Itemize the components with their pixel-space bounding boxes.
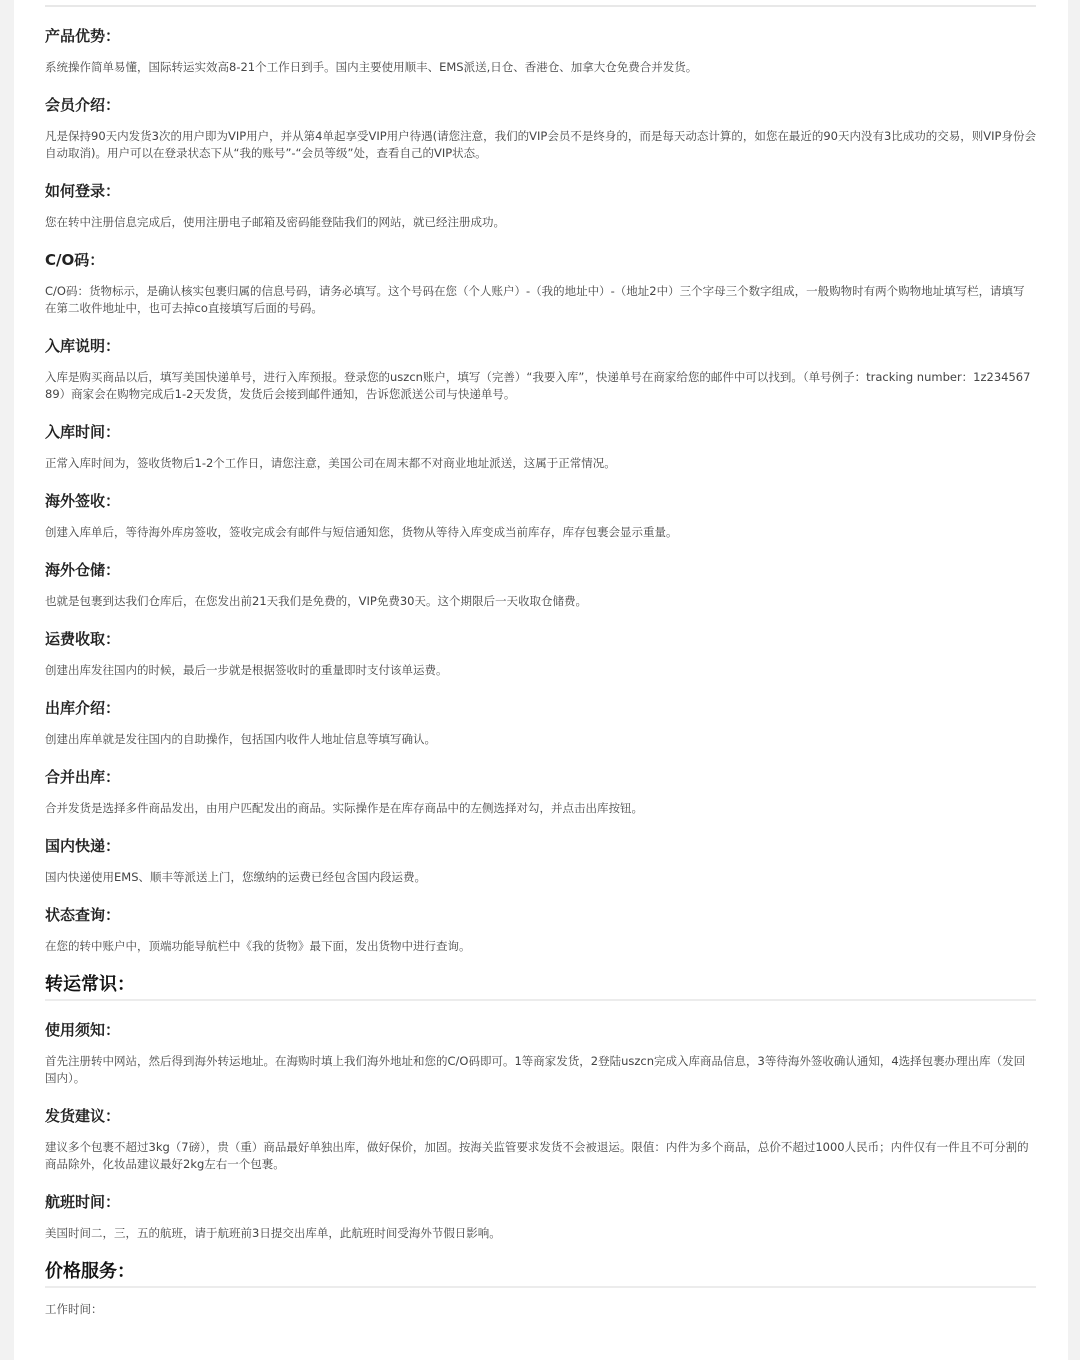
faq-item-body: 也就是包裹到达我们仓库后，在您发出前21天我们是免费的，VIP免费30天。这个期限后一天收取仓储费。 [45, 594, 587, 608]
faq-item-title: 海外仓储： [45, 561, 121, 579]
faq-item-title: 合并出库： [45, 768, 121, 786]
faq-item-title: 入库说明： [45, 337, 121, 355]
faq-item-body: 入库是购买商品以后，填写美国快递单号，进行入库预报。登录您的uszcn账户，填写（完善）“我要入库”，快递单号在商家给您的邮件中可以找到。（单号例子：tracking number：1z23456789）商家会在购物完成后1-2天发货，发货后会接到邮件通知，告诉您派送公司与快递单号。 [45, 370, 1031, 401]
faq-item-body: 系统操作简单易懂，国际转运实效高8-21个工作日到手。国内主要使用顺丰、EMS派送,日仓、香港仓、加拿大仓免费合并发货。 [45, 60, 698, 74]
faq-item-title: 发货建议： [45, 1107, 121, 1125]
section-heading-shipping-knowledge: 转运常识： [45, 974, 1036, 1001]
faq-item-body: 在您的转中账户中，顶端功能导航栏中《我的货物》最下面，发出货物中进行查询。 [45, 939, 471, 953]
work-time-label: 工作时间： [45, 1302, 103, 1316]
faq-item-body: 创建出库单就是发往国内的自助操作，包括国内收件人地址信息等填写确认。 [45, 732, 436, 746]
faq-item-body: 凡是保持90天内发货3次的用户即为VIP用户，并从第4单起享受VIP用户待遇(请您注意，我们的VIP会员不是终身的，而是每天动态计算的，如您在最近的90天内没有3比成功的交易，则VIP身份会自动取消)。用户可以在登录状态下从“我的账号”-“会员等级”处，查看自己的VIP状态。 [45, 129, 1036, 160]
faq-item-title: 海外签收： [45, 492, 121, 510]
faq-item-title: 航班时间： [45, 1193, 121, 1211]
faq-item-title: 出库介绍： [45, 699, 121, 717]
faq-item-body: C/O码：货物标示，是确认核实包裹归属的信息号码，请务必填写。这个号码在您（个人账户）-（我的地址中）-（地址2中）三个字母三个数字组成，一般购物时有两个购物地址填写栏，请填写在第二收件地址中，也可去掉co直接填写后面的号码。 [45, 284, 1025, 315]
faq-item-title: 会员介绍： [45, 96, 121, 114]
faq-item-title: 状态查询： [45, 906, 121, 924]
faq-item-title: 运费收取： [45, 630, 121, 648]
content-card [14, 0, 1068, 1360]
faq-item-body: 美国时间二，三，五的航班，请于航班前3日提交出库单，此航班时间受海外节假日影响。 [45, 1226, 501, 1240]
faq-item-body: 建议多个包裹不超过3kg（7磅），贵（重）商品最好单独出库，做好保价，加固。按海关监管要求发货不会被退运。限值：内件为多个商品，总价不超过1000人民币；内件仅有一件且不可分割的商品除外，化妆品建议最好2kg左右一个包裹。 [45, 1140, 1029, 1171]
faq-item-body: 您在转中注册信息完成后，使用注册电子邮箱及密码能登陆我们的网站，就已经注册成功。 [45, 215, 505, 229]
faq-item-body: 合并发货是选择多件商品发出，由用户匹配发出的商品。实际操作是在库存商品中的左侧选择对勾，并点击出库按钮。 [45, 801, 643, 815]
section-heading-pricing: 价格服务： [45, 1261, 1036, 1288]
faq-item-body: 国内快递使用EMS、顺丰等派送上门，您缴纳的运费已经包含国内段运费。 [45, 870, 426, 884]
faq-item-body: 创建出库发往国内的时候，最后一步就是根据签收时的重量即时支付该单运费。 [45, 663, 448, 677]
faq-item-title: 产品优势： [45, 27, 121, 45]
faq-item-title: C/O码： [45, 251, 105, 269]
faq-item-title: 国内快递： [45, 837, 121, 855]
faq-content [45, 0, 1036, 1318]
faq-item-body: 首先注册转中网站，然后得到海外转运地址。在海购时填上我们海外地址和您的C/O码即可。1等商家发货，2登陆uszcn完成入库商品信息，3等待海外签收确认通知，4选择包裹办理出库（发回国内）。 [45, 1054, 1026, 1085]
faq-item-title: 如何登录： [45, 182, 121, 200]
faq-item-body: 创建入库单后，等待海外库房签收，签收完成会有邮件与短信通知您，货物从等待入库变成当前库存，库存包裹会显示重量。 [45, 525, 678, 539]
section-divider [45, 5, 1036, 7]
faq-item-body: 正常入库时间为，签收货物后1-2个工作日，请您注意，美国公司在周末都不对商业地址派送，这属于正常情况。 [45, 456, 616, 470]
faq-item-title: 入库时间： [45, 423, 121, 441]
faq-item-title: 使用须知： [45, 1021, 121, 1039]
